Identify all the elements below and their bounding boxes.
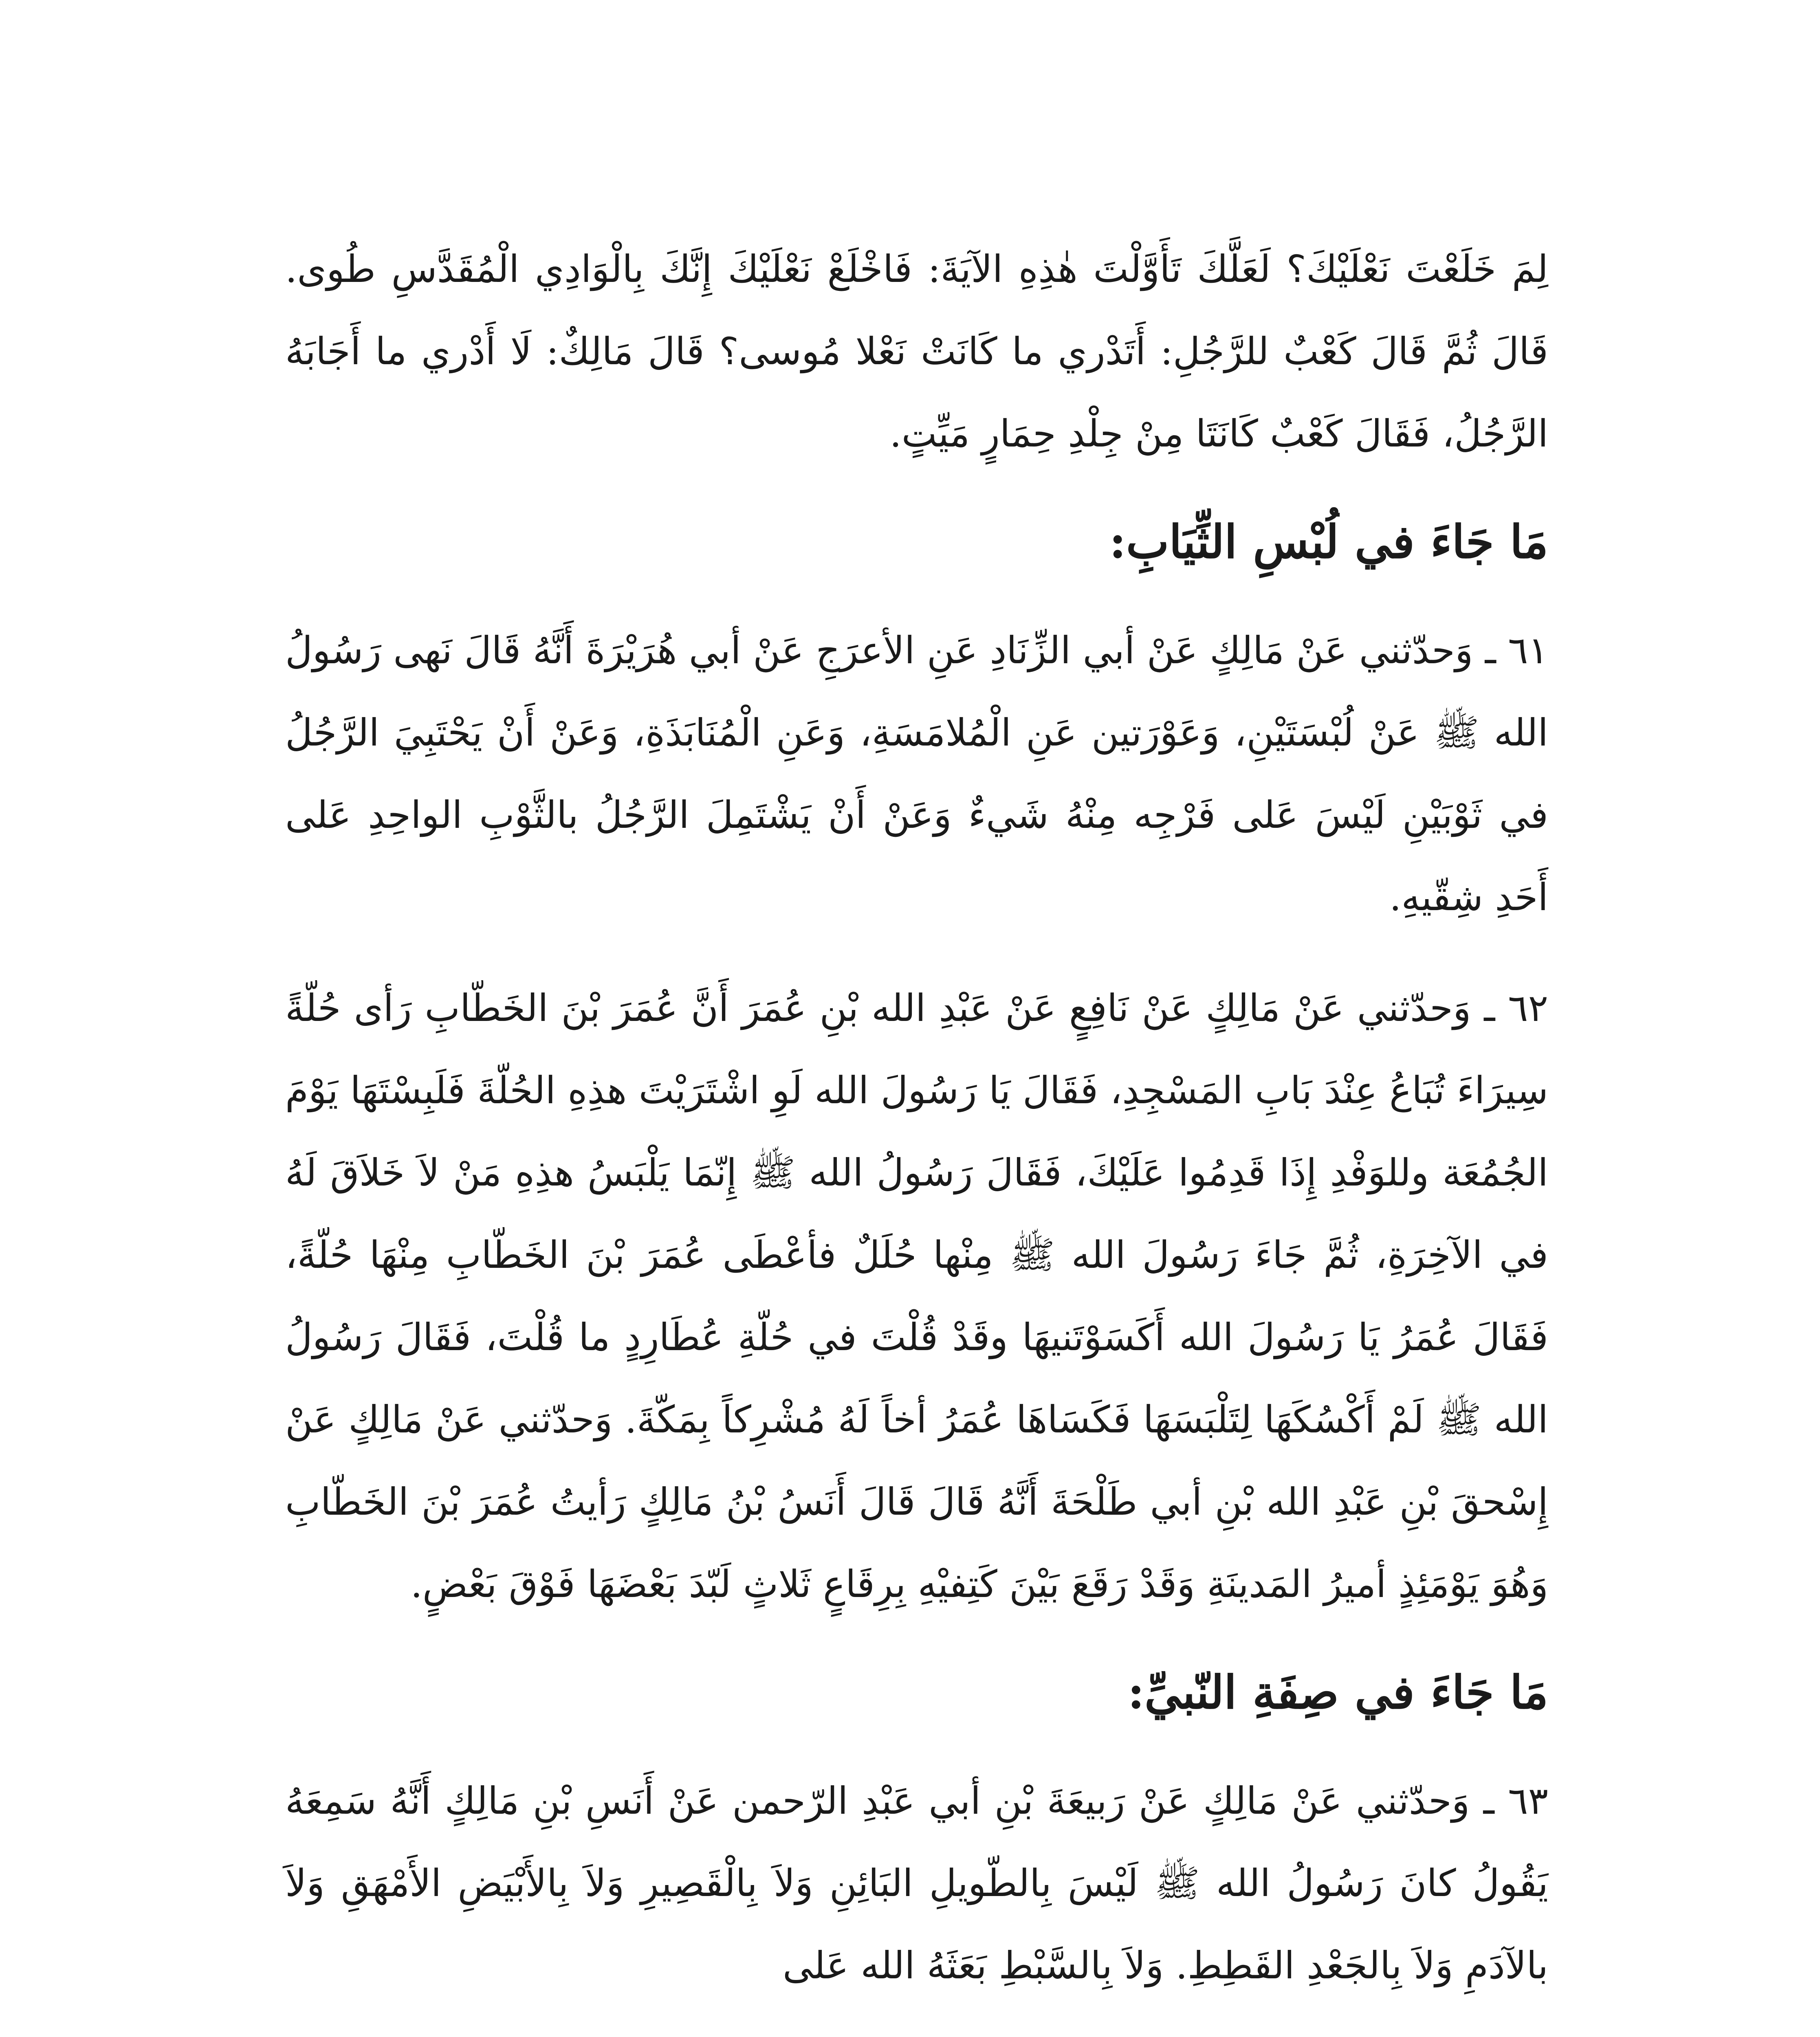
paragraph-hadith-61: ٦١ ـ وَحدّثني عَنْ مَالِكٍ عَنْ أبي الزِّنَادِ عَنِ الأعرَجِ عَنْ أبي هُرَيْرَةَ أَنَّهُ قَالَ نَهى رَسُولُ الله ﷺ عَنْ لُبْسَتَيْنِ، وَعَوْرَتين عَنِ الْمُلامَسَةِ، وَعَنِ الْمُنَابَذَةِ، وَعَنْ أَنْ يَحْتَبِيَ الرَّجُلُ في ثَوْبَيْنِ لَيْسَ عَلى فَرْجِه مِنْهُ شَيءٌ وَعَنْ أَنْ يَشْتَمِلَ الرَّجُلُ بالثَّوْبِ الواحِدِ عَلى أَحَدِ شِقّيهِ. [285, 629, 1548, 919]
paragraph-hadith-63: ٦٣ ـ وَحدّثني عَنْ مَالِكٍ عَنْ رَبيعَةَ بْنِ أبي عَبْدِ الرّحمن عَنْ أَنَسِ بْنِ مَالِكٍ أَنَّهُ سَمِعَهُ يَقُولُ كانَ رَسُولُ الله ﷺ لَيْسَ بِالطّويلِ البَائِنِ وَلاَ بِالْقَصِيرِ وَلاَ بِالأَبْيَضِ الأَمْهَقِ وَلاَ بالآدَمِ وَلاَ بِالجَعْدِ القَطِطِ. وَلاَ بِالسَّبْطِ بَعَثَهُ الله عَلى [285, 1779, 1548, 1987]
page-body [285, 228, 1548, 2007]
paragraph-hadith-62: ٦٢ ـ وَحدّثني عَنْ مَالِكٍ عَنْ نَافِعٍ عَنْ عَبْدِ الله بْنِ عُمَرَ أَنَّ عُمَرَ بْنَ الخَطّابِ رَأى حُلّةً سِيرَاءَ تُبَاعُ عِنْدَ بَابِ المَسْجِدِ، فَقَالَ يَا رَسُولَ الله لَوِ اشْتَرَيْتَ هذِهِ الحُلّةَ فَلَبِسْتَهَا يَوْمَ الجُمُعَة وللوَفْدِ إِذَا قَدِمُوا عَلَيْكَ، فَقَالَ رَسُولُ الله ﷺ إِنّمَا يَلْبَسُ هذِهِ مَنْ لاَ خَلاَقَ لَهُ في الآخِرَةِ، ثُمَّ جَاءَ رَسُولَ الله ﷺ مِنْها حُلَلٌ فأعْطَى عُمَرَ بْنَ الخَطّابِ مِنْهَا حُلّةً، فَقَالَ عُمَرُ يَا رَسُولَ الله أَكَسَوْتَنيهَا وقَدْ قُلْتَ في حُلّةِ عُطَارِدٍ ما قُلْتَ، فَقَالَ رَسُولُ الله ﷺ لَمْ أَكْسُكَهَا لِتَلْبَسَهَا فَكَسَاهَا عُمَرُ أخاً لَهُ مُشْرِكاً بِمَكّةَ. وَحدّثني عَنْ مَالِكٍ عَنْ إِسْحقَ بْنِ عَبْدِ الله بْنِ أبي طَلْحَةَ أَنَّهُ قَالَ قَالَ أَنَسُ بْنُ مَالِكٍ رَأيتُ عُمَرَ بْنَ الخَطّابِ وَهُوَ يَوْمَئِذٍ أميرُ المَدينَةِ وَقَدْ رَقَعَ بَيْنَ كَتِفيْهِ بِرِقَاعٍ ثَلاثٍ لَبّدَ بَعْضَهَا فَوْقَ بَعْضٍ. [285, 986, 1549, 1606]
heading-clothing: مَا جَاءَ في لُبْسِ الثِّيَابِ: [1109, 515, 1548, 569]
paragraph-opening: لِمَ خَلَعْتَ نَعْلَيْكَ؟ لَعَلَّكَ تَأَوَّلْتَ هٰذِهِ الآيَةَ: فَاخْلَعْ نَعْلَيْكَ إِنَّكَ بِالْوَادِي الْمُقَدَّسِ طُوى. قَالَ ثُمَّ قَالَ كَعْبٌ للرَّجُلِ: أَتَدْري ما كَانَتْ نَعْلا مُوسى؟ قَالَ مَالِكٌ: لَا أَدْري ما أَجَابَهُ الرَّجُلُ، فَقَالَ كَعْبٌ كَانَتَا مِنْ جِلْدِ حِمَارٍ مَيِّتٍ. [285, 247, 1548, 455]
heading-prophet-description: مَا جَاءَ في صِفَةِ النّبيِّ: [1127, 1666, 1548, 1719]
